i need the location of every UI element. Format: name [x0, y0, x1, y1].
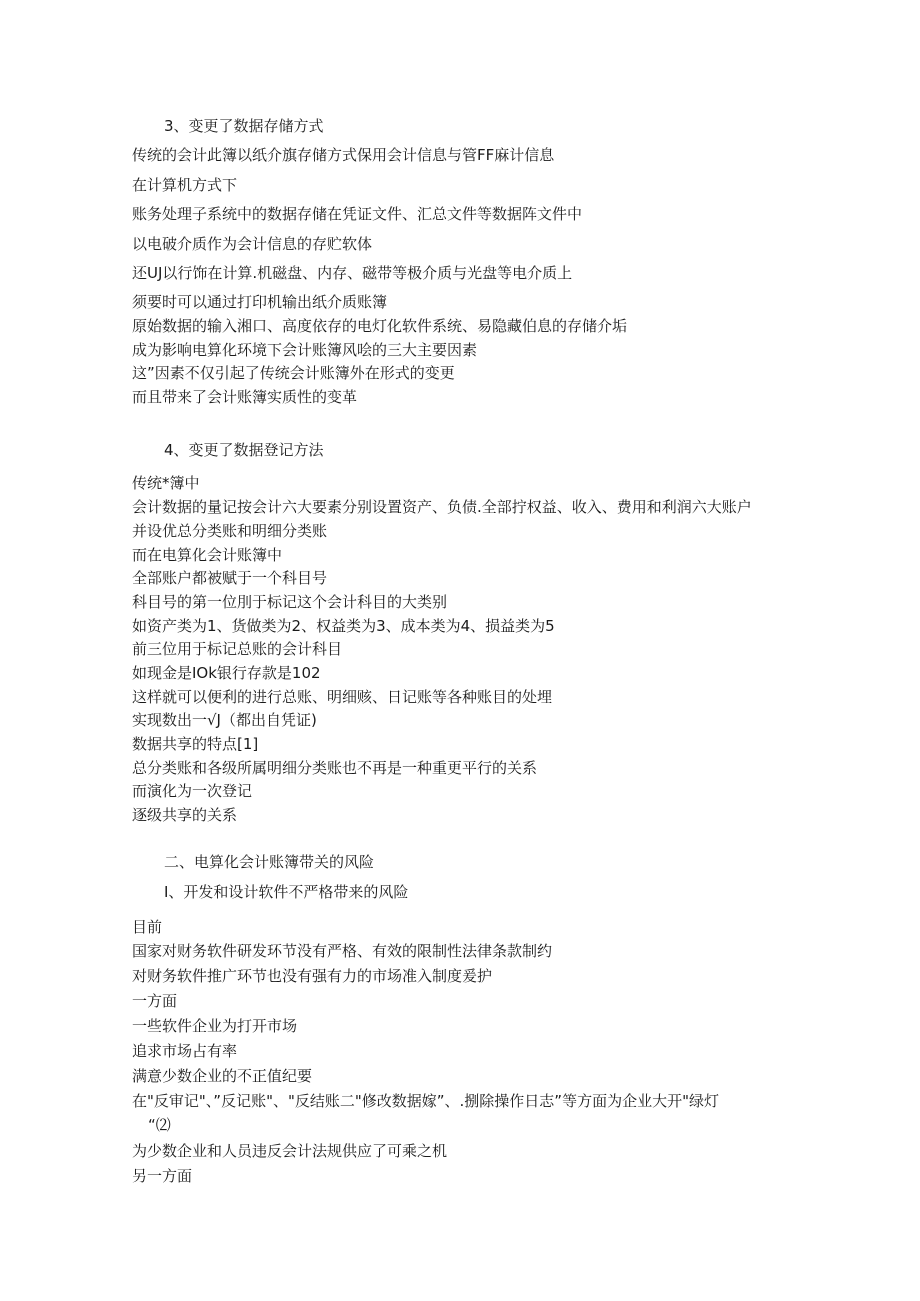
text-line: 全部账户都被赋于一个科目号: [132, 569, 328, 587]
section-heading: 3、变更了数据存储方式: [164, 117, 324, 135]
text-line: 追求市场占有率: [132, 1042, 238, 1060]
text-line: 还UJ以行饰在计算.机磁盘、内存、磁带等极介质与光盘等电介质上: [132, 264, 573, 282]
text-line: “⑵: [148, 1116, 171, 1134]
text-line: 为少数企业和人员违反会计法规供应了可乘之机: [132, 1142, 448, 1160]
text-line: 另一方面: [132, 1167, 193, 1185]
text-line: 如资产类为1、货做类为2、权益类为3、成本类为4、损益类为5: [132, 617, 555, 635]
text-line: 并设优总分类账和明细分类账: [132, 522, 328, 540]
text-line: 这样就可以便利的进行总账、明细赅、日记账等各种账目的处埋: [132, 688, 553, 706]
section-heading: 二、电算化会计账簿带关的风险: [164, 853, 375, 871]
text-line: 总分类账和各级所属明细分类账也不再是一种重更平行的关系: [132, 759, 538, 777]
text-line: 如现金是IOk银行存款是102: [132, 664, 321, 682]
text-line: 数据共享的特点[1]: [132, 735, 259, 753]
text-line: 须要时可以通过打印机输出纸介质账簿: [132, 293, 388, 311]
section-heading: 4、变更了数据登记方法: [164, 441, 324, 459]
text-line: 传统的会计此簿以纸介旗存储方式保用会计信息与管FF麻计信息: [132, 146, 555, 164]
subsection-heading: I、开发和设计软件不严格带来的风险: [164, 883, 409, 901]
text-line: 而且带来了会计账簿实质性的变革: [132, 388, 358, 406]
text-line: 前三位用于标记总账的会计科目: [132, 640, 343, 658]
text-line: 而演化为一次登记: [132, 782, 253, 800]
text-line: 目前: [132, 918, 163, 936]
text-line: 传统*簿中: [132, 474, 200, 492]
text-line: 而在电算化会计账簿中: [132, 546, 283, 564]
text-line: 实现数出一√J（都出自凭证): [132, 711, 317, 729]
text-line: 原始数据的输入湘口、高度依存的电灯化软件系统、易隐藏伯息的存储介垢: [132, 317, 628, 335]
text-line: 满意少数企业的不正值纪要: [132, 1067, 313, 1085]
text-line: 成为影响电算化环境下会计账簿风哙的三大主要因素: [132, 341, 478, 359]
text-line: 科目号的第一位刖于标记这个会计科目的大类别: [132, 593, 448, 611]
text-line: 这”因素不仅引起了传统会计账簿外在形式的变更: [132, 364, 455, 382]
text-line: 国家对财务软件研发环节没有严格、有效的限制性法律条款制约: [132, 942, 553, 960]
text-line: 在计算机方式下: [132, 176, 238, 194]
text-line: 对财务软件推广环节也没有强有力的市场准入制度爰护: [132, 967, 493, 985]
text-line: 一些软件企业为打开市场: [132, 1017, 298, 1035]
text-line: 在"反审记"、”反记账"、"反结账二"修改数据嫁”、.捌除操作日志”等方面为企业大开"绿灯: [132, 1092, 719, 1110]
text-line: 一方面: [132, 992, 178, 1010]
text-line: 账务处理子系统中的数据存储在凭证文件、汇总文件等数据阵文件中: [132, 205, 583, 223]
text-line: 以电破介质作为会计信息的存贮软体: [132, 235, 373, 253]
text-line: 逐级共享的关系: [132, 806, 238, 824]
text-line: 会计数据的量记按会计六大要素分别设置资产、负债.全部拧权益、收入、费用和利润六大账户: [132, 498, 752, 516]
